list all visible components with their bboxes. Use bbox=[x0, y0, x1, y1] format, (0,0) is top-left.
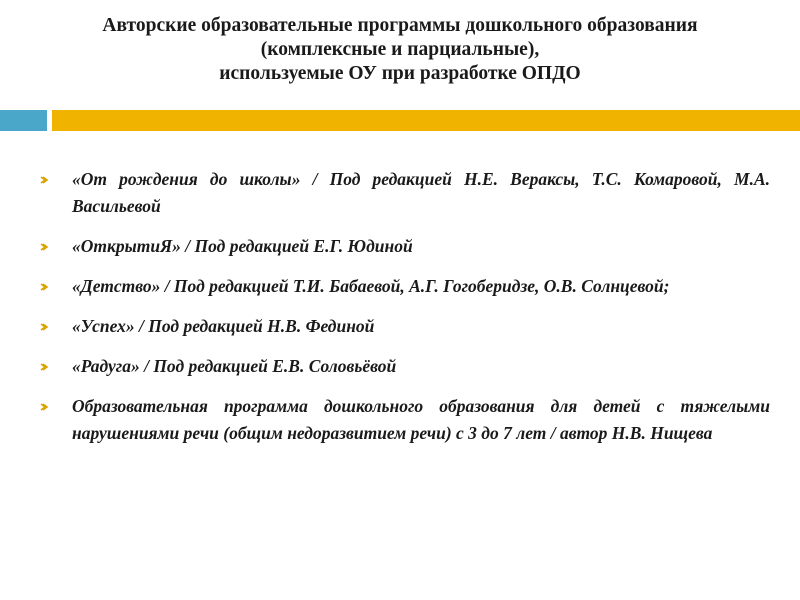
list-item bbox=[40, 353, 770, 380]
title-line-1: Авторские образовательные программы дошкольного образования bbox=[102, 15, 698, 36]
arrow-bullet-icon bbox=[40, 403, 48, 411]
list-item bbox=[40, 393, 770, 447]
arrow-bullet-icon bbox=[40, 283, 48, 291]
arrow-bullet-icon bbox=[40, 323, 48, 331]
slide-title bbox=[40, 14, 760, 86]
list-item-text: «Радуга» / Под редакцией Е.В. Соловьёвой bbox=[72, 356, 397, 376]
accent-bar-gold bbox=[52, 110, 800, 131]
title-line-2: (комплексные и парциальные), bbox=[260, 39, 540, 60]
list-item-text: Образовательная программа дошкольного образования для детей с тяжелыми нарушениями речи (общим недоразвитием речи) с 3 до 7 лет / автор Н.В. Нищева bbox=[72, 396, 770, 443]
list-item-text: «Успех» / Под редакцией Н.В. Фединой bbox=[72, 316, 375, 336]
list-item bbox=[40, 273, 770, 300]
arrow-bullet-icon bbox=[40, 243, 48, 251]
program-list bbox=[40, 166, 770, 460]
list-item bbox=[40, 233, 770, 260]
list-item-text: «От рождения до школы» / Под редакцией Н.Е. Вераксы, Т.С. Комаровой, М.А. Васильевой bbox=[72, 169, 770, 216]
accent-bar-blue bbox=[0, 110, 47, 131]
list-item bbox=[40, 166, 770, 220]
title-line-3: используемые ОУ при разработке ОПДО bbox=[219, 63, 581, 84]
arrow-bullet-icon bbox=[40, 176, 48, 184]
list-item-text: «ОткрытиЯ» / Под редакцией Е.Г. Юдиной bbox=[72, 236, 413, 256]
list-item bbox=[40, 313, 770, 340]
list-item-text: «Детство» / Под редакцией Т.И. Бабаевой, А.Г. Гогоберидзе, О.В. Солнцевой; bbox=[72, 276, 670, 296]
arrow-bullet-icon bbox=[40, 363, 48, 371]
